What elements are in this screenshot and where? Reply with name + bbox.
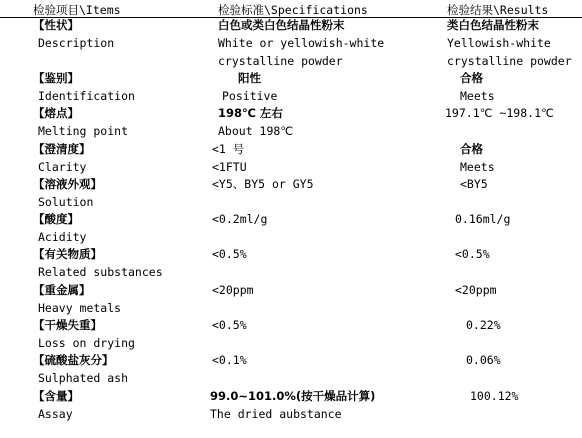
spec-line: <0.2ml/g: [212, 212, 268, 226]
item-name-en: Heavy metals: [38, 301, 122, 315]
spec-line: 阳性: [238, 71, 261, 85]
result-line: Meets: [460, 89, 495, 103]
item-name-cn: 【熔点】: [33, 106, 79, 120]
item-name-cn: 【鉴别】: [33, 71, 79, 85]
item-name-en: Loss on drying: [38, 336, 135, 350]
spec-line: <0.5%: [212, 247, 247, 261]
item-name-cn: 【澄清度】: [33, 142, 91, 156]
item-name-en: Related substances: [38, 265, 163, 279]
result-line: 合格: [460, 71, 483, 85]
spec-line: <1 号: [212, 142, 245, 156]
result-line: <0.5%: [455, 247, 490, 261]
result-line: 0.22%: [466, 318, 501, 332]
item-name-en: Assay: [38, 407, 73, 421]
item-name-cn: 【酸度】: [33, 212, 79, 226]
result-line: 100.12%: [470, 389, 519, 403]
spec-line: <0.1%: [212, 353, 247, 367]
item-name-en: Description: [38, 36, 115, 50]
result-line: 合格: [460, 142, 483, 156]
item-name-cn: 【性状】: [33, 18, 79, 32]
item-name-cn: 【有关物质】: [33, 247, 102, 261]
item-name-cn: 【重金属】: [33, 283, 91, 297]
items-header: 检验项目\Items: [33, 3, 121, 17]
item-name-cn: 【溶液外观】: [33, 177, 102, 191]
result-line: <BY5: [460, 177, 488, 191]
spec-line: crystalline powder: [218, 54, 343, 68]
item-name-en: Melting point: [38, 124, 129, 138]
item-name-cn: 【干燥失重】: [33, 318, 102, 332]
spec-line: 198℃ 左右: [218, 106, 283, 120]
result-line: 197.1℃ ~198.1℃: [445, 106, 554, 120]
spec-line: 白色或类白色结晶性粉末: [218, 18, 345, 32]
spec-line: The dried aubstance: [210, 407, 342, 421]
item-name-en: Clarity: [38, 160, 87, 174]
spec-line: <Y5、BY5 or GY5: [212, 177, 314, 191]
result-line: <20ppm: [455, 283, 497, 297]
spec-line: Positive: [222, 89, 278, 103]
item-name-en: Identification: [38, 89, 135, 103]
table-header: [0, 0, 582, 18]
spec-line: <1FTU: [212, 160, 247, 174]
result-line: 0.06%: [466, 353, 501, 367]
item-name-cn: 【含量】: [33, 389, 79, 403]
spec-line: White or yellowish-white: [218, 36, 385, 50]
spec-line: <20ppm: [212, 283, 254, 297]
result-line: 0.16ml/g: [455, 212, 511, 226]
item-name-en: Acidity: [38, 230, 87, 244]
specifications-header: 检验标准\Specifications: [218, 3, 368, 17]
item-name-en: Solution: [38, 195, 94, 209]
result-line: Yellowish-white: [447, 36, 551, 50]
results-header: 检验结果\Results: [447, 3, 549, 17]
item-name-en: Sulphated ash: [38, 371, 129, 385]
result-line: Meets: [460, 160, 495, 174]
result-line: 类白色结晶性粉末: [447, 18, 539, 32]
item-name-cn: 【硫酸盐灰分】: [33, 353, 114, 367]
spec-line: 99.0~101.0%(按干燥品计算): [210, 389, 376, 403]
spec-line: About 198℃: [218, 124, 294, 138]
result-line: crystalline powder: [447, 54, 572, 68]
spec-line: <0.5%: [212, 318, 247, 332]
